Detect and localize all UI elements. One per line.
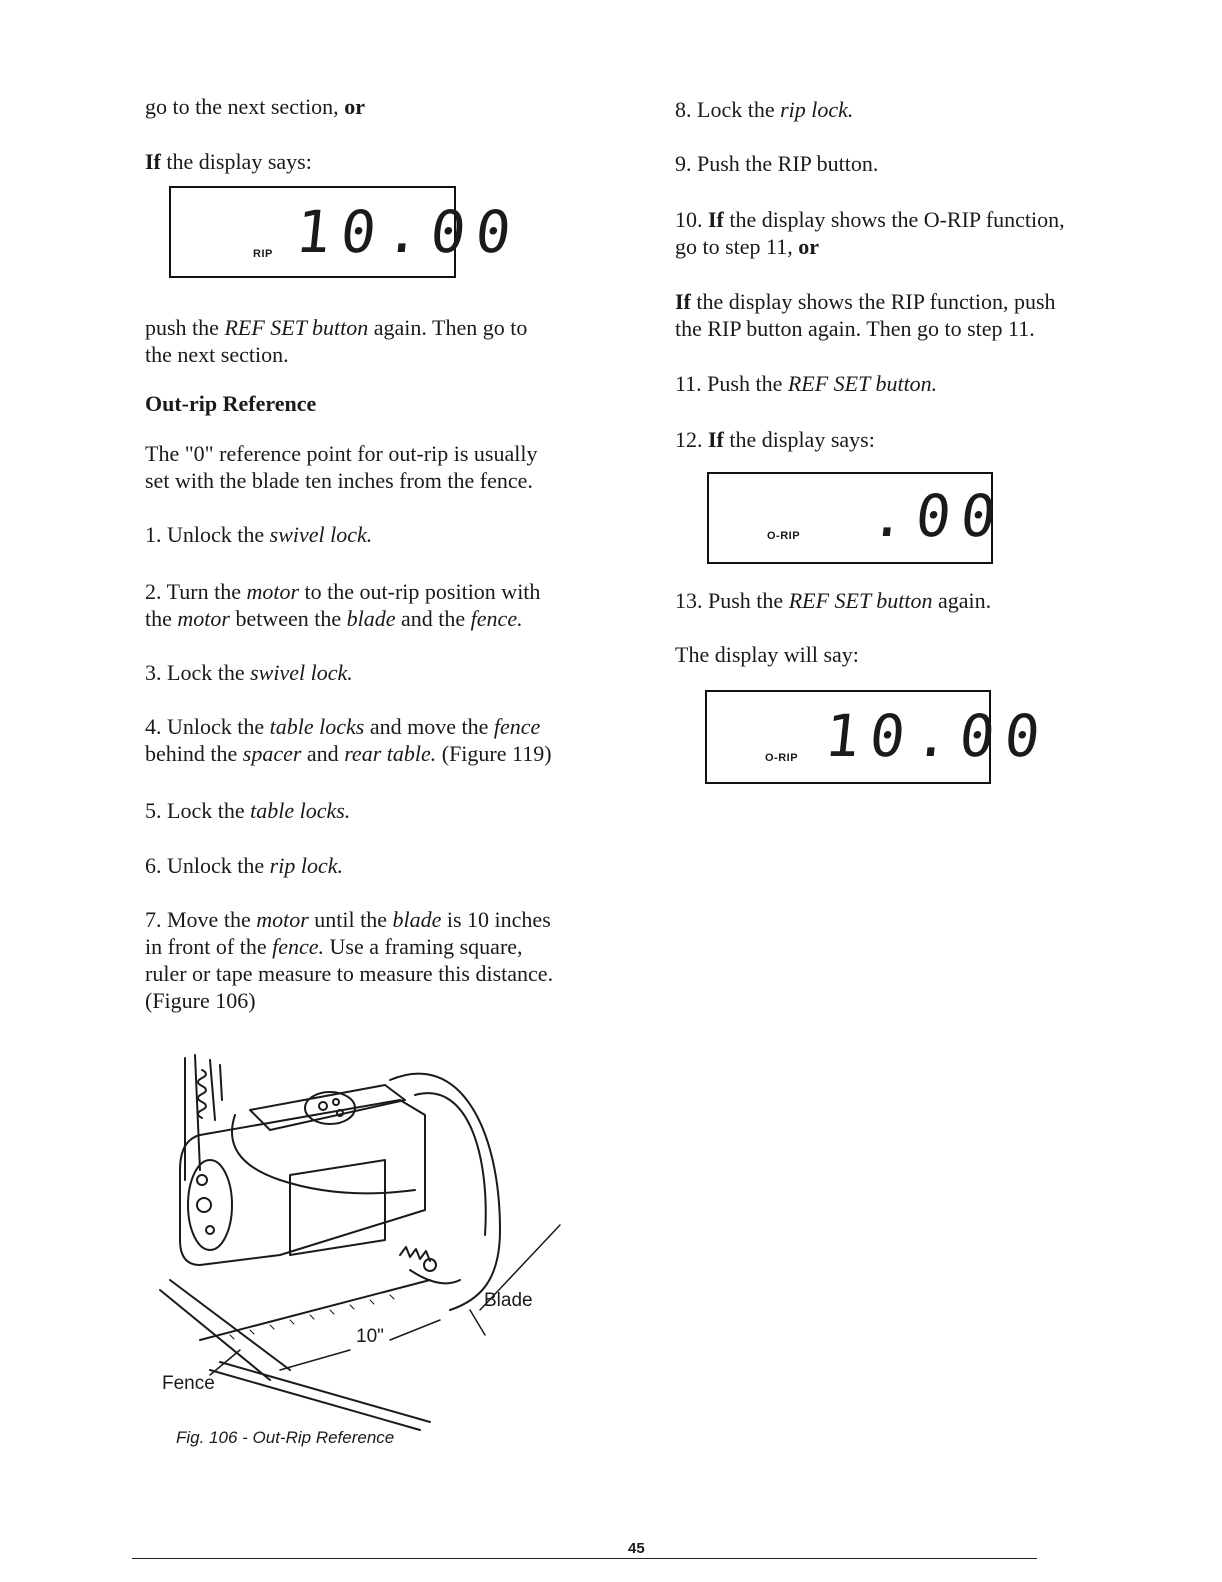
motor-cable — [232, 1115, 415, 1193]
fence-rail-2 — [220, 1362, 430, 1422]
motor-housing — [180, 1100, 425, 1265]
paragraph-display-will-say: The display will say: — [675, 642, 859, 667]
fence-leader — [210, 1350, 240, 1375]
fence-line-1 — [170, 1280, 290, 1370]
footer-rule — [132, 1558, 1037, 1559]
step-7-line4: (Figure 106) — [145, 988, 256, 1013]
fence-rail — [210, 1370, 420, 1430]
arm-coil-icon — [198, 1070, 206, 1118]
step-3: 3. Lock the swivel lock. — [145, 660, 353, 685]
paragraph-next-section: go to the next section, or — [145, 94, 365, 119]
fence-label: Fence — [162, 1373, 215, 1394]
step-10-line2: go to step 11, or — [675, 234, 819, 259]
lcd-value: .00 — [867, 482, 1010, 550]
paragraph-push-ref-set-line2: the next section. — [145, 342, 289, 367]
saw-blade — [400, 1247, 460, 1283]
motor-front-panel — [290, 1160, 385, 1255]
step-7-line2: in front of the fence. Use a framing square, — [145, 934, 523, 959]
fence-line-2 — [160, 1290, 270, 1380]
step-7: 7. Move the motor until the blade is 10 inches — [145, 907, 551, 932]
paragraph-rip-function-line2: the RIP button again. Then go to step 11. — [675, 316, 1035, 341]
lcd-label: O-RIP — [765, 752, 799, 764]
blade-leader — [470, 1225, 560, 1335]
intro-line-1: The "0" reference point for out-rip is usually — [145, 441, 538, 466]
step-6: 6. Unlock the rip lock. — [145, 853, 343, 878]
lcd-display-orip-ten — [705, 690, 1054, 784]
table-edge — [200, 1280, 430, 1340]
step-4-line2: behind the spacer and rear table. (Figure 119) — [145, 741, 552, 766]
step-8: 8. Lock the rip lock. — [675, 97, 854, 122]
step-7-line3: ruler or tape measure to measure this distance. — [145, 961, 554, 986]
distance-arrow-right — [390, 1320, 440, 1340]
step-4: 4. Unlock the table locks and move the fence — [145, 714, 541, 739]
step-12: 12. If the display says: — [675, 427, 875, 452]
lcd-display-orip-zero — [707, 472, 1010, 564]
step-10: 10. If the display shows the O-RIP function, — [675, 207, 1065, 232]
step-13: 13. Push the REF SET button again. — [675, 588, 992, 613]
paragraph-rip-function: If the display shows the RIP function, push — [675, 289, 1056, 314]
distance-arrow-left — [280, 1350, 350, 1370]
lcd-value: 10.00 — [821, 702, 1054, 770]
step-1: 1. Unlock the swivel lock. — [145, 522, 373, 547]
step-2: 2. Turn the motor to the out-rip position with — [145, 579, 541, 604]
paragraph-display-says: If the display says: — [145, 149, 312, 174]
lcd-value: 10.00 — [292, 198, 525, 266]
lcd-display-rip — [169, 186, 525, 278]
step-9: 9. Push the RIP button. — [675, 151, 879, 176]
intro-line-2: set with the blade ten inches from the fence. — [145, 468, 533, 493]
lcd-label: RIP — [253, 248, 273, 260]
paragraph-push-ref-set: push the REF SET button again. Then go to — [145, 315, 528, 340]
step-5: 5. Lock the table locks. — [145, 798, 351, 823]
distance-label: 10" — [356, 1326, 384, 1347]
step-11: 11. Push the REF SET button. — [675, 371, 938, 396]
section-heading: Out-rip Reference — [145, 391, 317, 416]
step-2-line2: the motor between the blade and the fence. — [145, 606, 523, 631]
figure-caption: Fig. 106 - Out-Rip Reference — [176, 1428, 395, 1447]
lcd-label: O-RIP — [767, 530, 801, 542]
motor-knob — [305, 1092, 355, 1124]
blade-label: Blade — [484, 1290, 533, 1311]
page-number: 45 — [628, 1540, 645, 1557]
